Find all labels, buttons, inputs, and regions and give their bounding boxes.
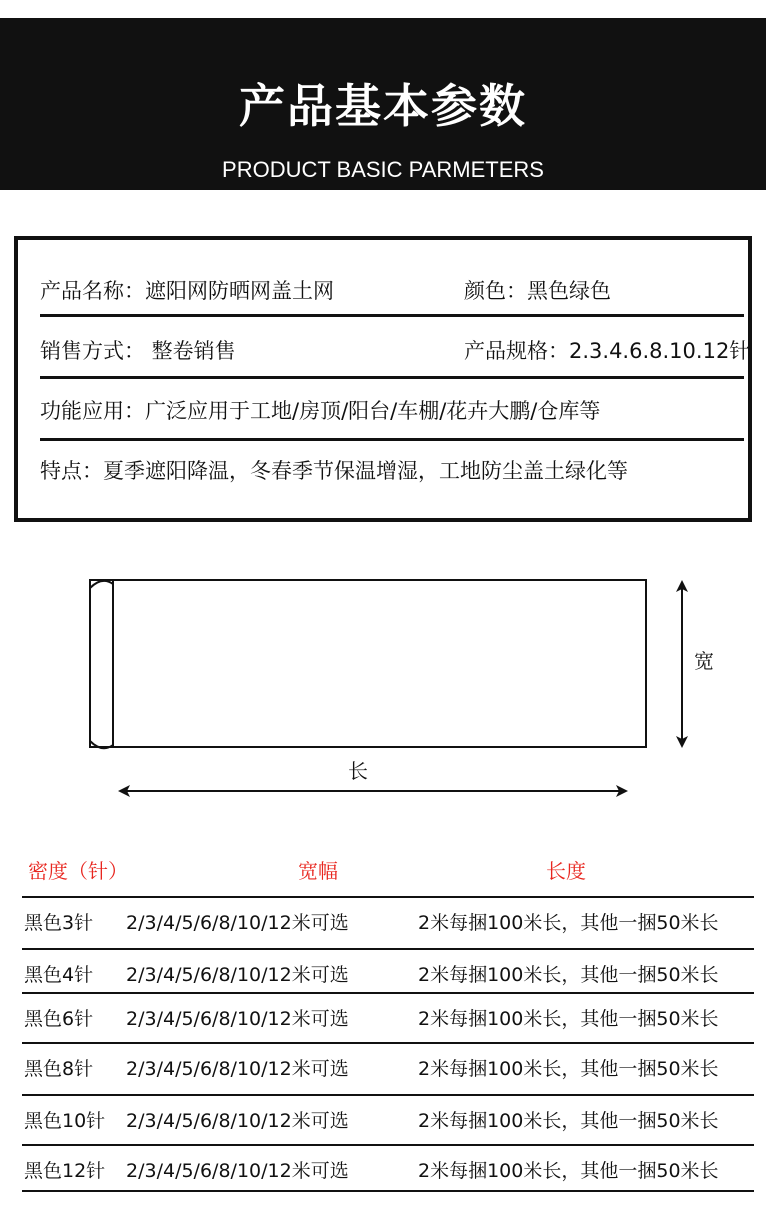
cell-density: 黑色3针 [24, 912, 94, 934]
cell-width: 2/3/4/5/6/8/10/12米可选 [126, 1160, 349, 1182]
sale-method: 销售方式： 整卷销售 [40, 339, 236, 363]
table-row [22, 1146, 754, 1196]
cell-length: 2米每捆100米长，其他一捆50米长 [418, 1110, 719, 1132]
cell-width: 2/3/4/5/6/8/10/12米可选 [126, 912, 349, 934]
header-banner [0, 18, 766, 190]
cell-length: 2米每捆100米长，其他一捆50米长 [418, 912, 719, 934]
cell-width: 2/3/4/5/6/8/10/12米可选 [126, 1058, 349, 1080]
product-name: 产品名称：遮阳网防晒网盖土网 [40, 279, 334, 303]
cell-length: 2米每捆100米长，其他一捆50米长 [418, 1160, 719, 1182]
cell-density: 黑色4针 [24, 964, 94, 986]
cell-length: 2米每捆100米长，其他一捆50米长 [418, 1058, 719, 1080]
spec-table [22, 846, 754, 1182]
divider [40, 314, 744, 317]
divider [40, 376, 744, 379]
table-row [22, 994, 754, 1044]
cell-length: 2米每捆100米长，其他一捆50米长 [418, 964, 719, 986]
product-application: 功能应用：广泛应用于工地/房顶/阳台/车棚/花卉大鹏/仓库等 [40, 399, 601, 423]
table-row [22, 1044, 754, 1094]
table-row [22, 1096, 754, 1146]
cell-width: 2/3/4/5/6/8/10/12米可选 [126, 1008, 349, 1030]
params-row-2 [40, 320, 751, 382]
cell-density: 黑色6针 [24, 1008, 94, 1030]
length-label: 长 [348, 759, 368, 783]
cell-density: 黑色10针 [24, 1110, 106, 1132]
params-row-4 [40, 440, 748, 502]
cell-length: 2米每捆100米长，其他一捆50米长 [418, 1008, 719, 1030]
page-subtitle: PRODUCT BASIC PARMETERS [222, 157, 544, 182]
net-roll-outline [90, 580, 646, 747]
table-rule [22, 1190, 754, 1192]
cell-density: 黑色8针 [24, 1058, 94, 1080]
params-box [14, 236, 752, 522]
table-row [22, 898, 754, 948]
params-row-3 [40, 380, 748, 442]
header-density: 密度（针） [28, 859, 128, 883]
header-width: 宽幅 [298, 859, 338, 883]
dimension-diagram [0, 560, 766, 810]
product-features: 特点：夏季遮阳降温，冬春季节保温增湿，工地防尘盖土绿化等 [40, 459, 628, 483]
page-title: 产品基本参数 [239, 79, 527, 133]
product-spec: 产品规格：2.3.4.6.8.10.12针 [464, 339, 751, 363]
product-color: 颜色：黑色绿色 [464, 279, 611, 303]
cell-density: 黑色12针 [24, 1160, 106, 1182]
width-label: 宽 [694, 649, 714, 673]
header-length: 长度 [546, 859, 586, 883]
table-header [22, 846, 754, 896]
params-row-1 [40, 260, 748, 322]
cell-width: 2/3/4/5/6/8/10/12米可选 [126, 964, 349, 986]
cell-width: 2/3/4/5/6/8/10/12米可选 [126, 1110, 349, 1132]
